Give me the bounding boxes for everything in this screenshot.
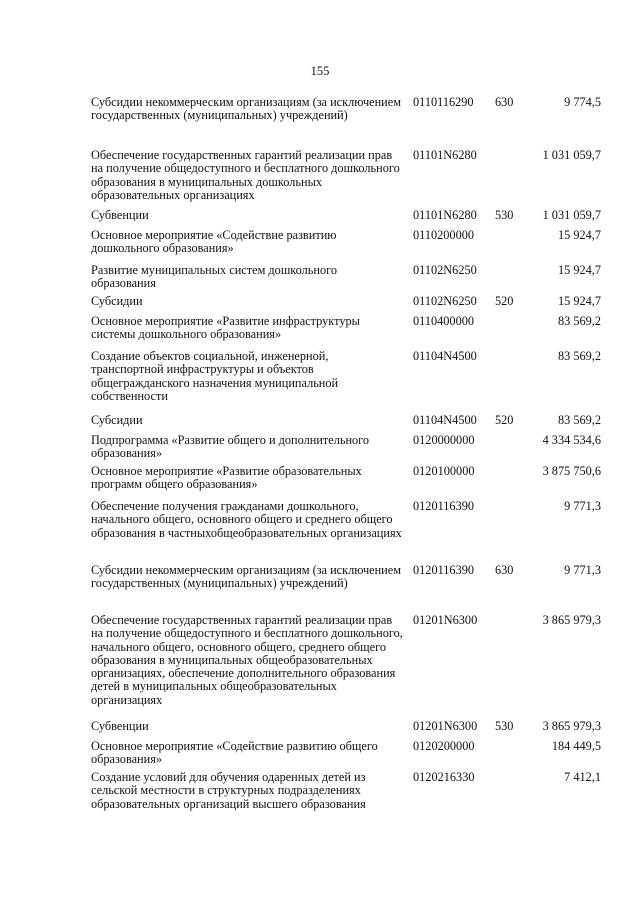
table-row [91,264,611,291]
table-row [91,229,611,256]
table-row [91,614,611,707]
row-sum: 15 924,7 [557,228,601,242]
row-sum: 1 031 059,7 [542,208,601,222]
row-name: Субвенции [91,719,149,733]
row-sum: 83 569,2 [557,349,601,363]
row-code: 0120116390 [413,499,475,513]
row-name: Основное мероприятие «Развитие инфраструктуры системы дошкольного образования» [91,314,360,342]
table-row [91,350,611,403]
row-code: 0120000000 [413,433,475,447]
row-code: 01102N6250 [413,294,477,308]
row-sum: 9 771,3 [564,563,601,577]
row-name: Обеспечение получения гражданами дошкольного, начального общего, основного общего и среднего общего образования в частныхобщеобразовательных организациях [91,499,402,540]
row-type: 530 [495,719,514,733]
row-code: 01101N6280 [413,148,477,162]
row-name: Субсидии [91,413,143,427]
row-sum: 15 924,7 [557,294,601,308]
row-code: 0110400000 [413,314,475,328]
row-name: Субсидии некоммерческим организациям (за исключением государственных (муниципальных) учреждений) [91,563,401,591]
row-sum: 15 924,7 [557,263,601,277]
row-name: Подпрограмма «Развитие общего и дополнительного образования» [91,433,370,461]
row-sum: 83 569,2 [557,314,601,328]
row-sum: 184 449,5 [551,739,601,753]
row-sum: 3 865 979,3 [542,719,601,733]
table-row [91,771,611,811]
row-name: Субвенции [91,208,149,222]
table-row [91,209,611,222]
table-row [91,149,611,202]
row-type: 630 [495,95,514,109]
row-sum: 3 875 750,6 [542,464,601,478]
row-name: Создание условий для обучения одаренных детей из сельской местности в структурных подразделениях образовательных организаций высшего образования [91,770,366,811]
row-name: Субсидии некоммерческим организациям (за исключением государственных (муниципальных) учреждений) [91,95,401,123]
row-code: 0110200000 [413,228,475,242]
row-sum: 9 771,3 [564,499,601,513]
row-type: 530 [495,208,514,222]
table-row [91,500,611,540]
row-name: Обеспечение государственных гарантий реализации прав на получение общедоступного и бесплатного дошкольного, начального общего, основного общего, среднего общего образования в муниципальных общеобразовательных организациях, обеспечение дополнительного образования детей в муниципальных общеобразовательных организациях [91,613,403,707]
row-code: 01201N6300 [413,613,478,627]
table-row [91,434,611,461]
row-sum: 1 031 059,7 [542,148,601,162]
row-name: Субсидии [91,294,143,308]
table-row [91,315,611,342]
table-row [91,564,611,591]
row-sum: 9 774,5 [564,95,601,109]
row-code: 01201N6300 [413,719,478,733]
row-code: 01104N4500 [413,413,477,427]
row-name: Создание объектов социальной, инженерной, транспортной инфраструктуры и объектов общегражданского назначения муниципальной собственности [91,349,339,403]
row-code: 01101N6280 [413,208,477,222]
row-name: Основное мероприятие «Содействие развитию общего образования» [91,739,378,767]
row-name: Основное мероприятие «Содействие развитию дошкольного образования» [91,228,337,256]
table-row [91,96,611,123]
row-sum: 7 412,1 [564,770,601,784]
row-sum: 83 569,2 [557,413,601,427]
row-name: Развитие муниципальных систем дошкольного образования [91,263,337,291]
row-type: 630 [495,563,514,577]
row-code: 0110116290 [413,95,474,109]
row-name: Обеспечение государственных гарантий реализации прав на получение общедоступного и бесплатного дошкольного образования в муниципальных дошкольных образовательных организациях [91,148,400,202]
row-code: 01104N4500 [413,349,477,363]
table-row [91,465,611,492]
row-type: 520 [495,294,514,308]
page-number: 155 [310,64,330,78]
row-code: 0120100000 [413,464,475,478]
row-sum: 3 865 979,3 [542,613,601,627]
table-row [91,414,611,427]
row-code: 0120116390 [413,563,475,577]
row-code: 0120216330 [413,770,475,784]
row-name: Основное мероприятие «Развитие образовательных программ общего образования» [91,464,362,492]
row-code: 0120200000 [413,739,475,753]
table-row [91,720,611,733]
row-code: 01102N6250 [413,263,477,277]
table-row [91,740,611,767]
row-sum: 4 334 534,6 [542,433,601,447]
row-type: 520 [495,413,514,427]
table-row [91,295,611,308]
